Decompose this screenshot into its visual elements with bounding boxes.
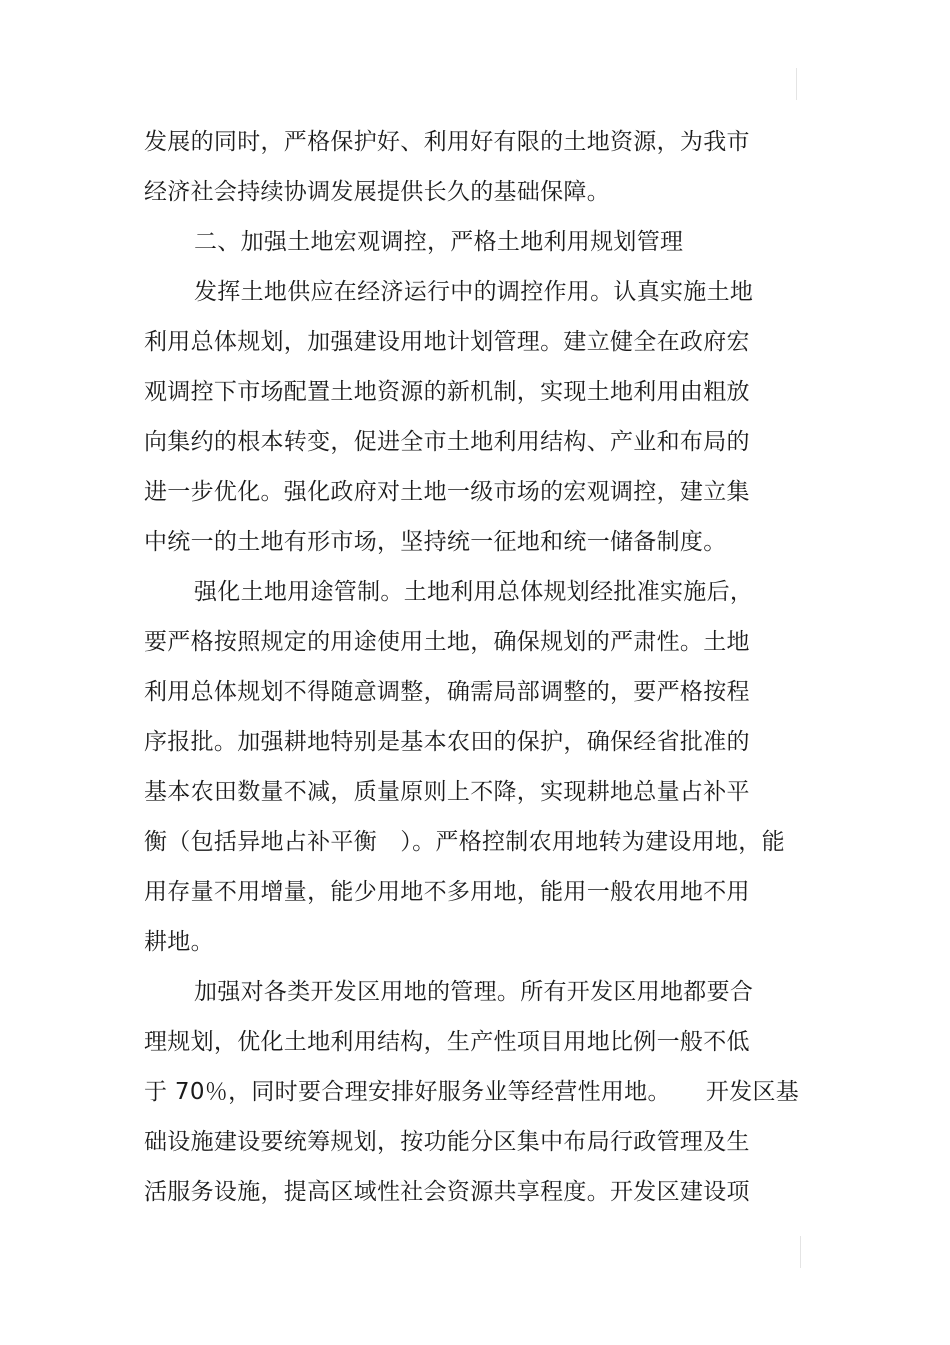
text-line: 耕地。	[144, 929, 214, 955]
page-edge-mark-top	[796, 68, 797, 100]
text-line: 发挥土地供应在经济运行中的调控作用。认真实施土地	[194, 279, 754, 305]
text-line: 进一步优化。强化政府对土地一级市场的宏观调控，建立集	[144, 479, 750, 505]
text-line: 础设施建设要统筹规划，按功能分区集中布局行政管理及生	[144, 1129, 750, 1155]
text-line: 理规划，优化土地利用结构，生产性项目用地比例一般不低	[144, 1029, 750, 1055]
text-line: 序报批。加强耕地特别是基本农田的保护，确保经省批准的	[144, 729, 750, 755]
text-line: 利用总体规划，加强建设用地计划管理。建立健全在政府宏	[144, 329, 750, 355]
text-line: 发展的同时，严格保护好、利用好有限的土地资源，为我市	[144, 129, 750, 155]
text-line: 向集约的根本转变，促进全市土地利用结构、产业和布局的	[144, 429, 750, 455]
text-line: 利用总体规划不得随意调整，确需局部调整的，要严格按程	[144, 679, 750, 705]
section-heading: 二、加强土地宏观调控，严格土地利用规划管理	[194, 229, 684, 255]
text-line: 中统一的土地有形市场，坚持统一征地和统一储备制度。	[144, 529, 727, 555]
text-line: 基本农田数量不减，质量原则上不降，实现耕地总量占补平	[144, 779, 750, 805]
text-line: 观调控下市场配置土地资源的新机制，实现土地利用由粗放	[144, 379, 750, 405]
text-line: 经济社会持续协调发展提供长久的基础保障。	[144, 179, 610, 205]
text-line: 于 70％，同时要合理安排好服务业等经营性用地。 开发区基	[144, 1079, 800, 1105]
text-line: 活服务设施，提高区域性社会资源共享程度。开发区建设项	[144, 1179, 750, 1205]
text-line: 加强对各类开发区用地的管理。所有开发区用地都要合	[194, 979, 754, 1005]
text-line: 用存量不用增量，能少用地不多用地，能用一般农用地不用	[144, 879, 750, 905]
text-line: 强化土地用途管制。土地利用总体规划经批准实施后，	[194, 579, 754, 605]
text-line: 要严格按照规定的用途使用土地，确保规划的严肃性。土地	[144, 629, 750, 655]
text-line: 衡（包括异地占补平衡 ）。严格控制农用地转为建设用地，能	[144, 829, 785, 855]
page-edge-mark-bottom	[800, 1236, 801, 1268]
